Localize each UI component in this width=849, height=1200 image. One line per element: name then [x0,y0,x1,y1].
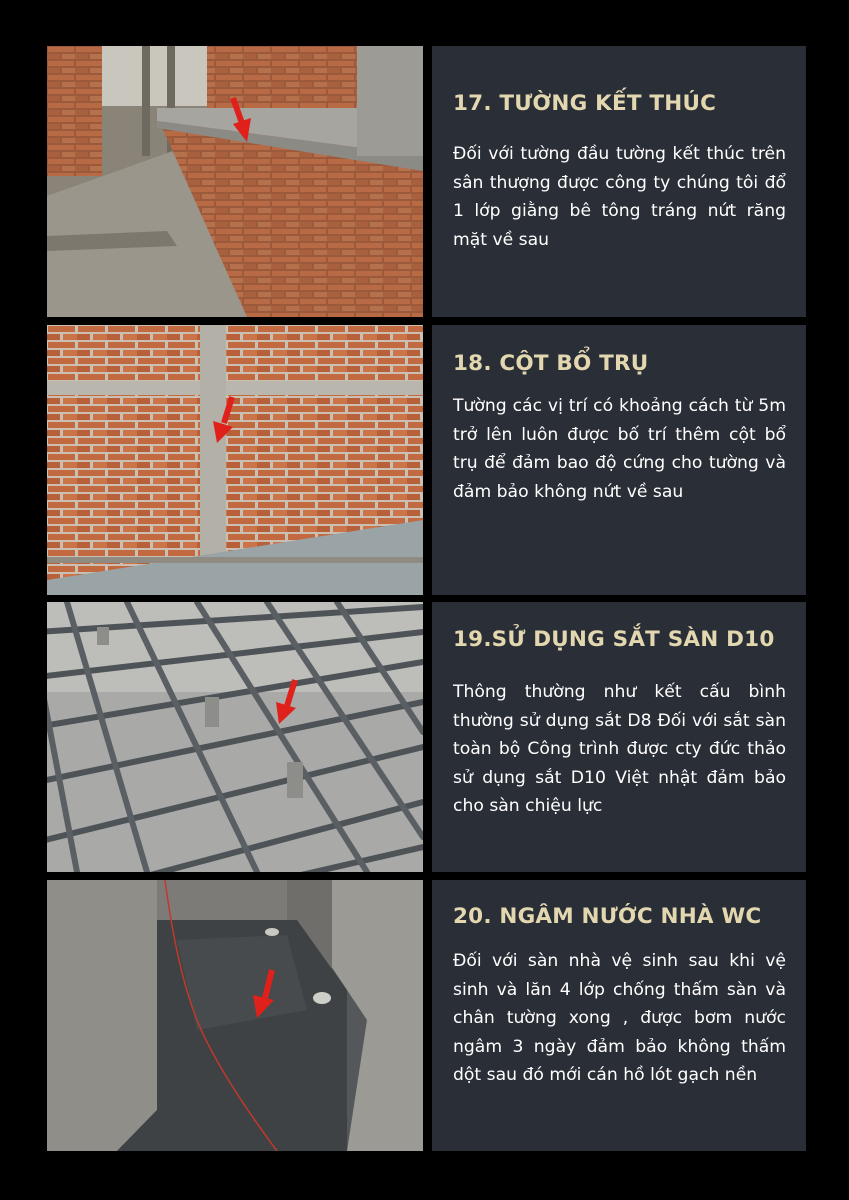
section-18 [47,325,806,595]
photo-rebar-floor [47,602,423,872]
section-description: Đối với sàn nhà vệ sinh sau khi vệ sinh và lăn 4 lớp chống thấm sàn và chân tường xong , được bơm nước ngâm 3 ngày đảm bảo không thấm dột sau đó mới cán hồ lót gạch nền [453,951,786,1086]
photo-wc-flooding [47,880,423,1151]
section-title: 18. CỘT BỔ TRỤ [453,351,649,376]
text-panel-18 [432,325,806,595]
section-title: 19.SỬ DỤNG SẮT SÀN D10 [453,627,775,652]
text-panel-17 [432,46,806,317]
section-17 [47,46,806,317]
section-description: Tường các vị trí có khoảng cách từ 5m trở lên luôn được bố trí thêm cột bổ trụ để đảm bao độ cứng cho tường và đảm bảo không nứt về sau [453,396,786,502]
photo-wall-end [47,46,423,317]
section-19 [47,602,806,872]
text-panel-19 [432,602,806,872]
section-title: 20. NGÂM NƯỚC NHÀ WC [453,904,762,929]
section-20 [47,880,806,1151]
section-description: Đối với tường đầu tường kết thúc trên sân thượng được công ty chúng tôi đổ 1 lớp giằng bê tông tráng nứt răng mặt về sau [453,144,786,250]
text-panel-20 [432,880,806,1151]
photo-buttress-column [47,325,423,595]
section-title: 17. TƯỜNG KẾT THÚC [453,91,717,116]
section-description: Thông thường như kết cấu bình thường sử dụng sắt D8 Đối với sắt sàn toàn bộ Công trình được cty đức thảo sử dụng sắt D10 Việt nhật đảm bảo cho sàn chiệu lực [453,682,786,817]
